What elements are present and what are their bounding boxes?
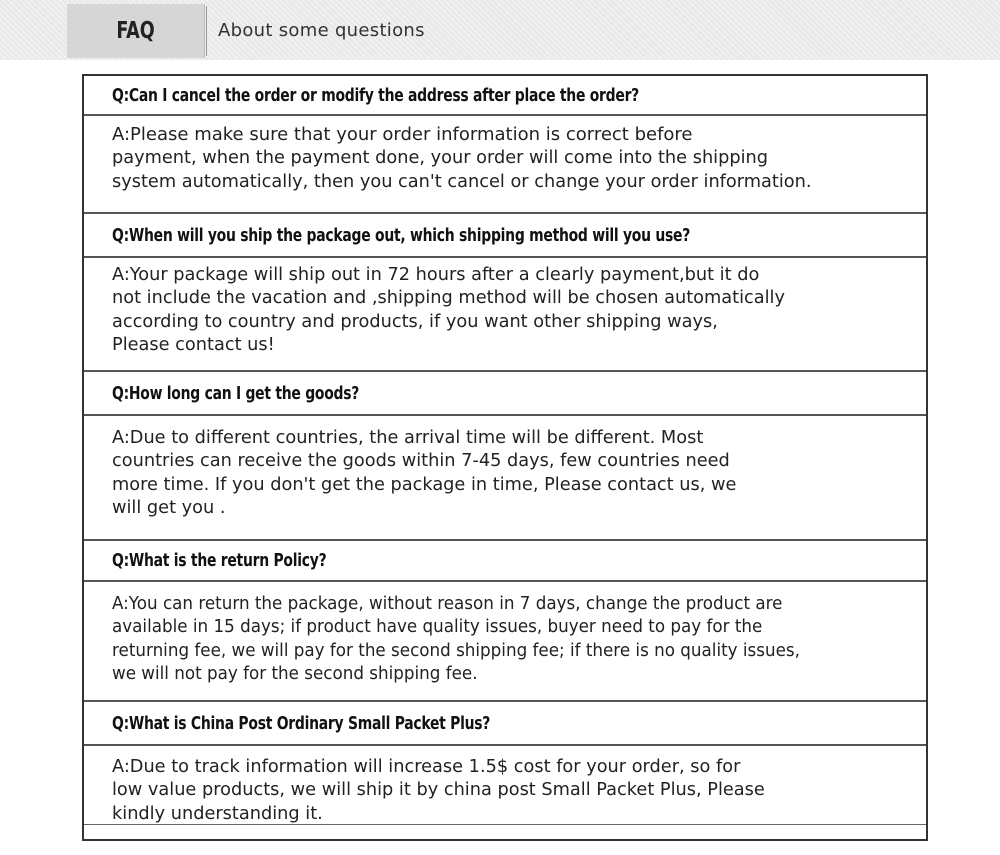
faq-answer-line: kindly understanding it. bbox=[112, 802, 323, 824]
faq-answer-row bbox=[84, 746, 926, 839]
faq-question: Q:How long can I get the goods? bbox=[112, 382, 360, 404]
header-divider bbox=[206, 6, 207, 56]
faq-answer-row bbox=[84, 416, 926, 541]
faq-tab bbox=[67, 4, 204, 58]
faq-answer-line: available in 15 days; if product have quality issues, buyer need to pay for the bbox=[112, 616, 763, 638]
faq-answer-line: low value products, we will ship it by china post Small Packet Plus, Please bbox=[112, 779, 765, 801]
faq-question: Q:What is the return Policy? bbox=[112, 550, 327, 571]
faq-answer-line: not include the vacation and ,shipping method will be chosen automatically bbox=[112, 287, 785, 309]
faq-answer-line: returning fee, we will pay for the second shipping fee; if there is no quality issues, bbox=[112, 639, 800, 661]
header-subtitle: About some questions bbox=[218, 20, 425, 41]
faq-answer-line: A:Due to track information will increase 1.5$ cost for your order, so for bbox=[112, 756, 741, 777]
faq-answer-row bbox=[84, 582, 926, 702]
faq-answer-line: will get you . bbox=[112, 496, 226, 518]
faq-question-row bbox=[84, 214, 926, 258]
faq-question: Q:Can I cancel the order or modify the address after place the order? bbox=[112, 84, 640, 106]
faq-question: Q:When will you ship the package out, which shipping method will you use? bbox=[112, 224, 691, 246]
faq-question-row bbox=[84, 541, 926, 582]
faq-question-row bbox=[84, 372, 926, 416]
faq-answer-line: payment, when the payment done, your order will come into the shipping bbox=[112, 147, 769, 169]
faq-answer-line: A:Please make sure that your order information is correct before bbox=[112, 124, 693, 145]
faq-question-row bbox=[84, 76, 926, 116]
faq-answer-row bbox=[84, 258, 926, 372]
faq-answer-line: we will not pay for the second shipping fee. bbox=[112, 662, 478, 684]
faq-answer-line: countries can receive the goods within 7-45 days, few countries need bbox=[112, 450, 730, 472]
faq-answer-line: Please contact us! bbox=[112, 333, 275, 355]
faq-answer-line: A:You can return the package, without reason in 7 days, change the product are bbox=[112, 593, 783, 614]
faq-question-row bbox=[84, 702, 926, 746]
faq-answer-line: A:Due to different countries, the arrival time will be different. Most bbox=[112, 427, 704, 448]
faq-answer-line: more time. If you don't get the package in time, Please contact us, we bbox=[112, 473, 737, 495]
faq-header bbox=[0, 0, 1000, 60]
faq-answer-line: according to country and products, if you want other shipping ways, bbox=[112, 310, 718, 332]
faq-tab-label: FAQ bbox=[116, 18, 155, 44]
faq-answer-line: A:Your package will ship out in 72 hours after a clearly payment,but it do bbox=[112, 264, 760, 285]
faq-question: Q:What is China Post Ordinary Small Packet Plus? bbox=[112, 712, 491, 734]
faq-answer-row bbox=[84, 116, 926, 214]
faq-answer-line: system automatically, then you can't cancel or change your order information. bbox=[112, 170, 812, 192]
faq-list bbox=[82, 74, 928, 841]
